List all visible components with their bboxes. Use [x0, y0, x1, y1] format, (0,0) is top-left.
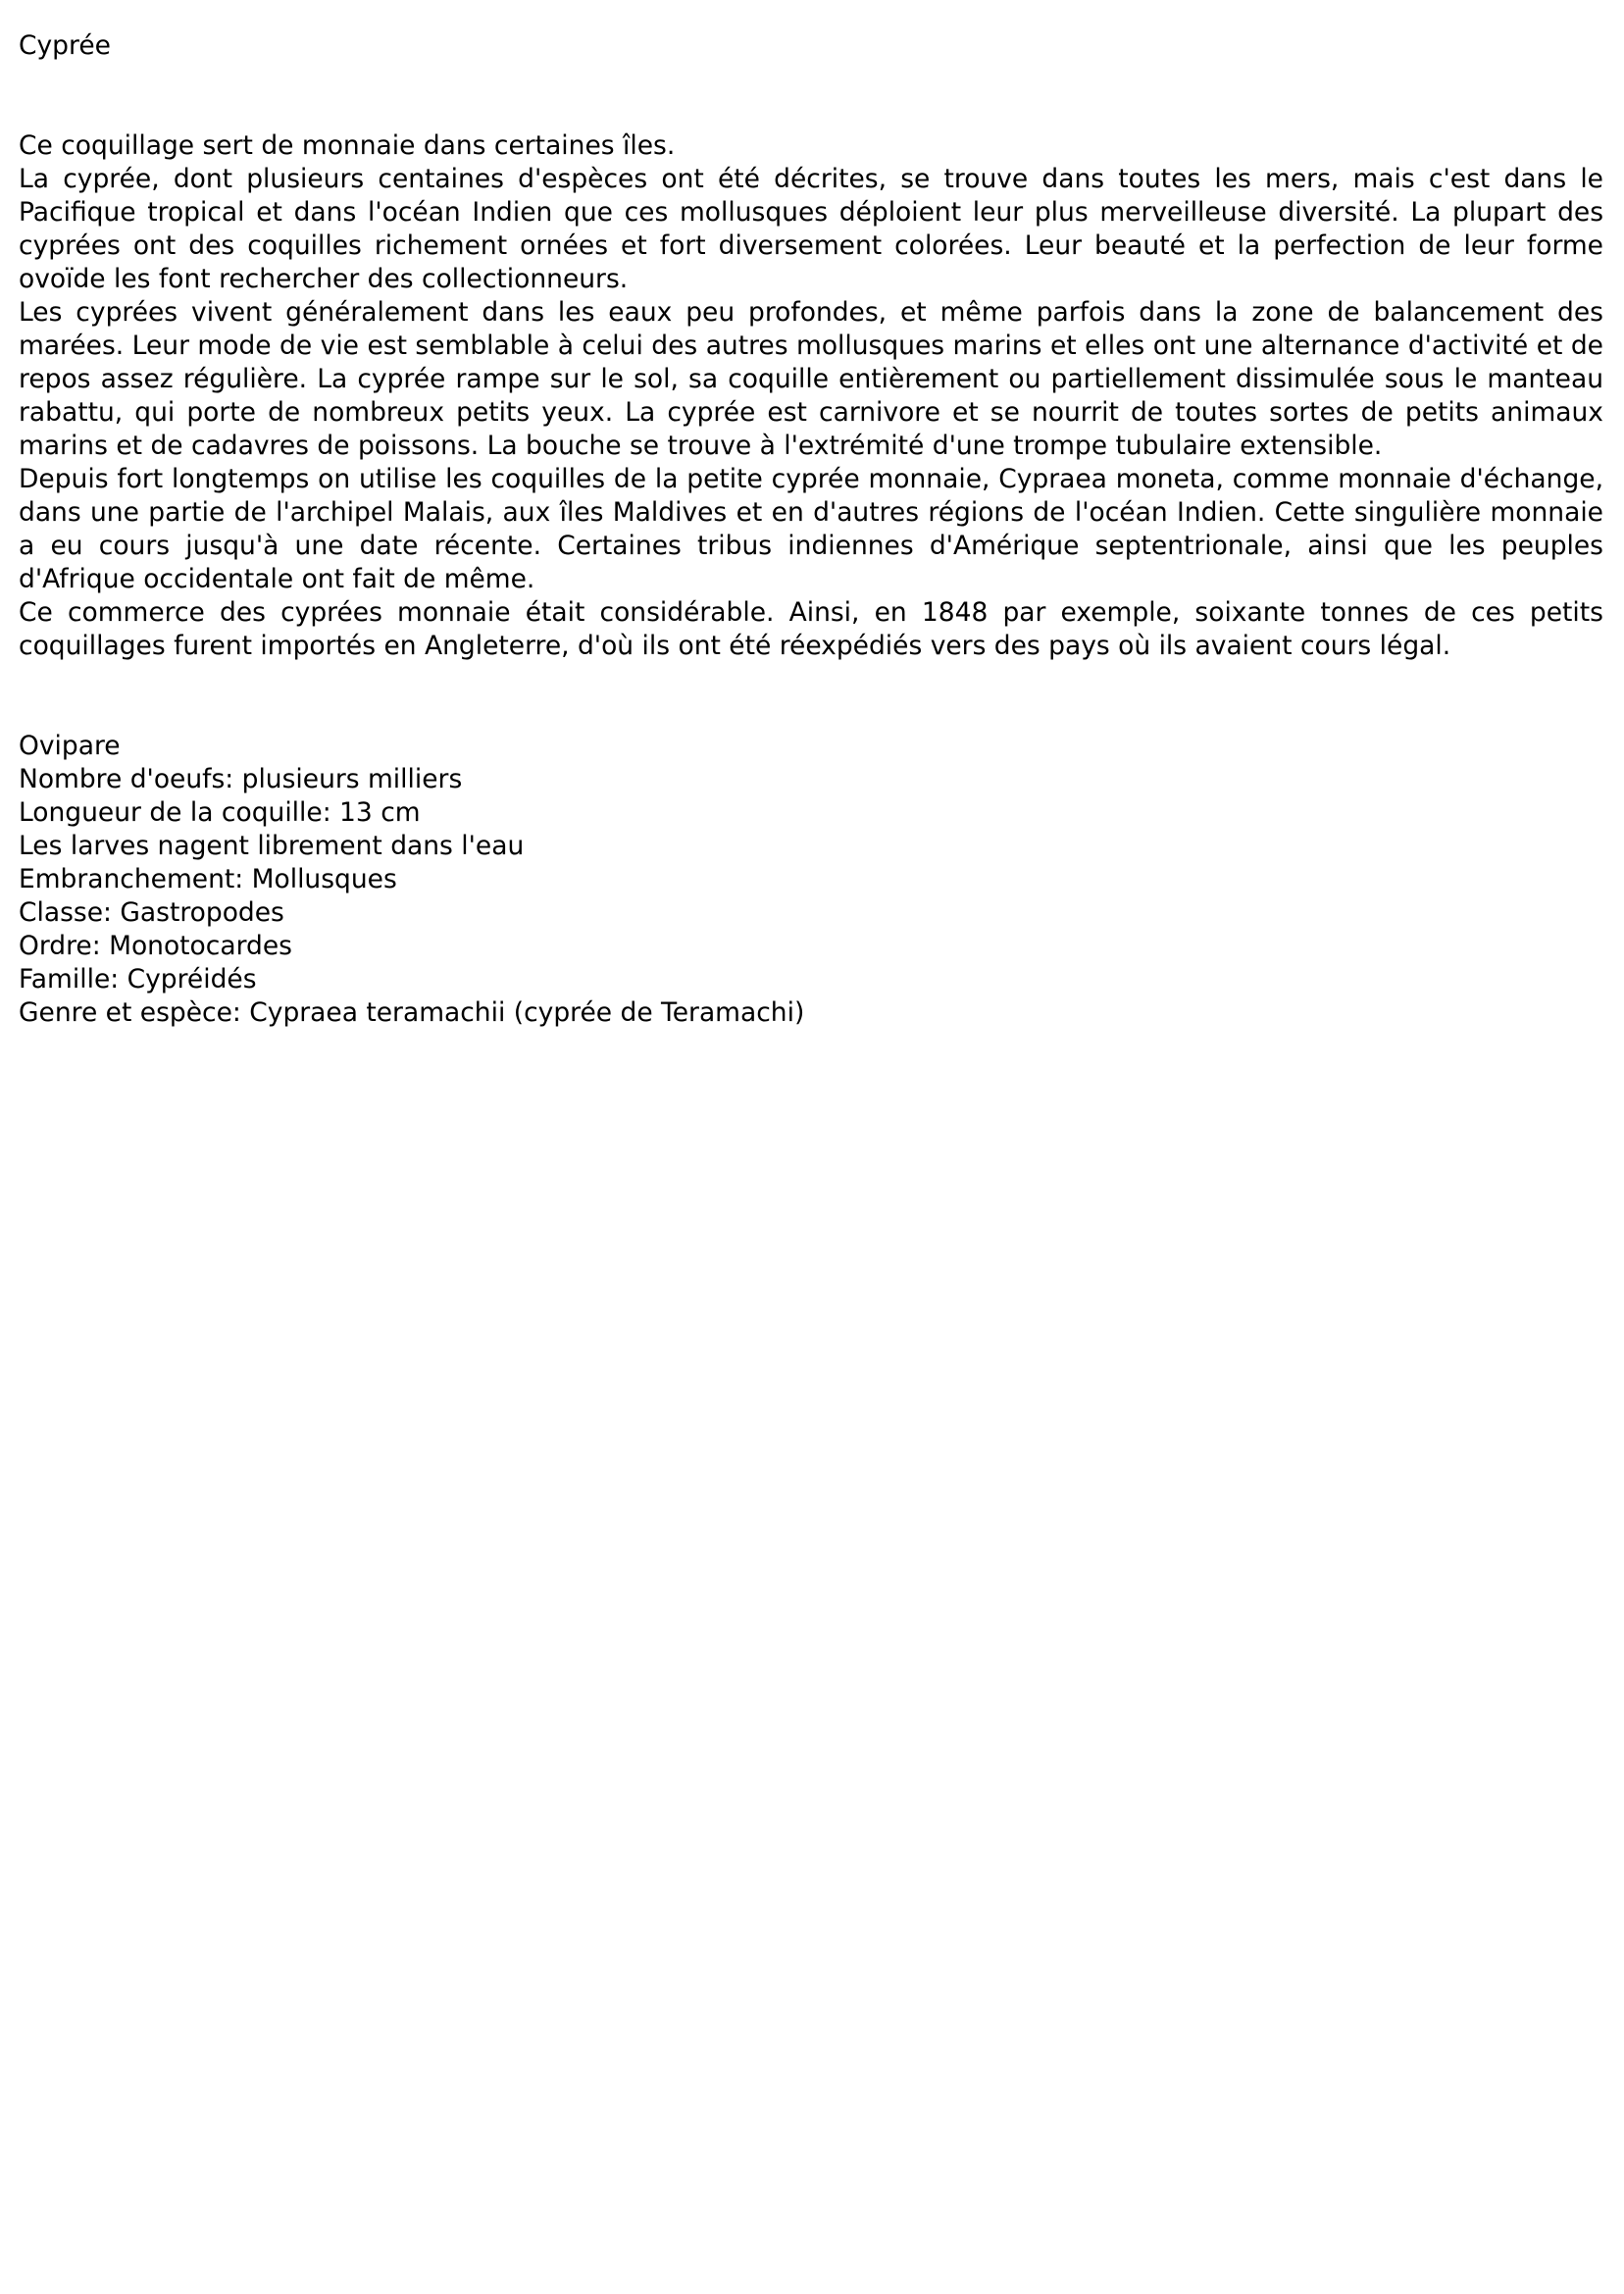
fact-family: Famille: Cypréidés — [19, 964, 257, 994]
paragraph-description: La cyprée, dont plusieurs centaines d'espèces ont été décrites, se trouve dans toutes les mers, mais c'est dans le Pacifique tropical et dans l'océan Indien que ces mollusques déploient leur plus merveilleuse diversité. La plupart des cyprées ont des coquilles richement ornées et fort diversement colorées. Leur beauté et la perfection de leur forme ovoïde les font rechercher des collectionneurs. — [19, 164, 1603, 294]
paragraph-intro: Ce coquillage sert de monnaie dans certaines îles. — [19, 130, 676, 161]
fact-order: Ordre: Monotocardes — [19, 931, 292, 961]
body-text — [19, 129, 1603, 663]
fact-shell-length: Longueur de la coquille: 13 cm — [19, 797, 421, 828]
fact-egg-count: Nombre d'oeufs: plusieurs milliers — [19, 764, 463, 794]
document-page — [19, 29, 1603, 1030]
fact-phylum: Embranchement: Mollusques — [19, 864, 397, 894]
facts-list — [19, 730, 1603, 1030]
fact-class: Classe: Gastropodes — [19, 897, 284, 928]
fact-larvae: Les larves nagent librement dans l'eau — [19, 831, 525, 861]
page-title: Cyprée — [19, 30, 111, 61]
paragraph-habitat: Les cyprées vivent généralement dans les eaux peu profondes, et même parfois dans la zone de balancement des marées. Leur mode de vie est semblable à celui des autres mollusques marins et elles ont une alternance d'activité et de repos assez régulière. La cyprée rampe sur le sol, sa coquille entièrement ou partiellement dissimulée sous le manteau rabattu, qui porte de nombreux petits yeux. La cyprée est carnivore et se nourrit de toutes sortes de petits animaux marins et de cadavres de poissons. La bouche se trouve à l'extrémité d'une trompe tubulaire extensible. — [19, 297, 1603, 461]
paragraph-currency-history: Depuis fort longtemps on utilise les coquilles de la petite cyprée monnaie, Cypraea moneta, comme monnaie d'échange, dans une partie de l'archipel Malais, aux îles Maldives et en d'autres régions de l'océan Indien. Cette singulière monnaie a eu cours jusqu'à une date récente. Certaines tribus indiennes d'Amérique septentrionale, ainsi que les peuples d'Afrique occidentale ont fait de même. — [19, 464, 1603, 594]
fact-reproduction: Ovipare — [19, 731, 121, 761]
fact-genus-species: Genre et espèce: Cypraea teramachii (cyprée de Teramachi) — [19, 997, 805, 1028]
paragraph-trade: Ce commerce des cyprées monnaie était considérable. Ainsi, en 1848 par exemple, soixante tonnes de ces petits coquillages furent importés en Angleterre, d'où ils ont été réexpédiés vers des pays où ils avaient cours légal. — [19, 597, 1603, 661]
